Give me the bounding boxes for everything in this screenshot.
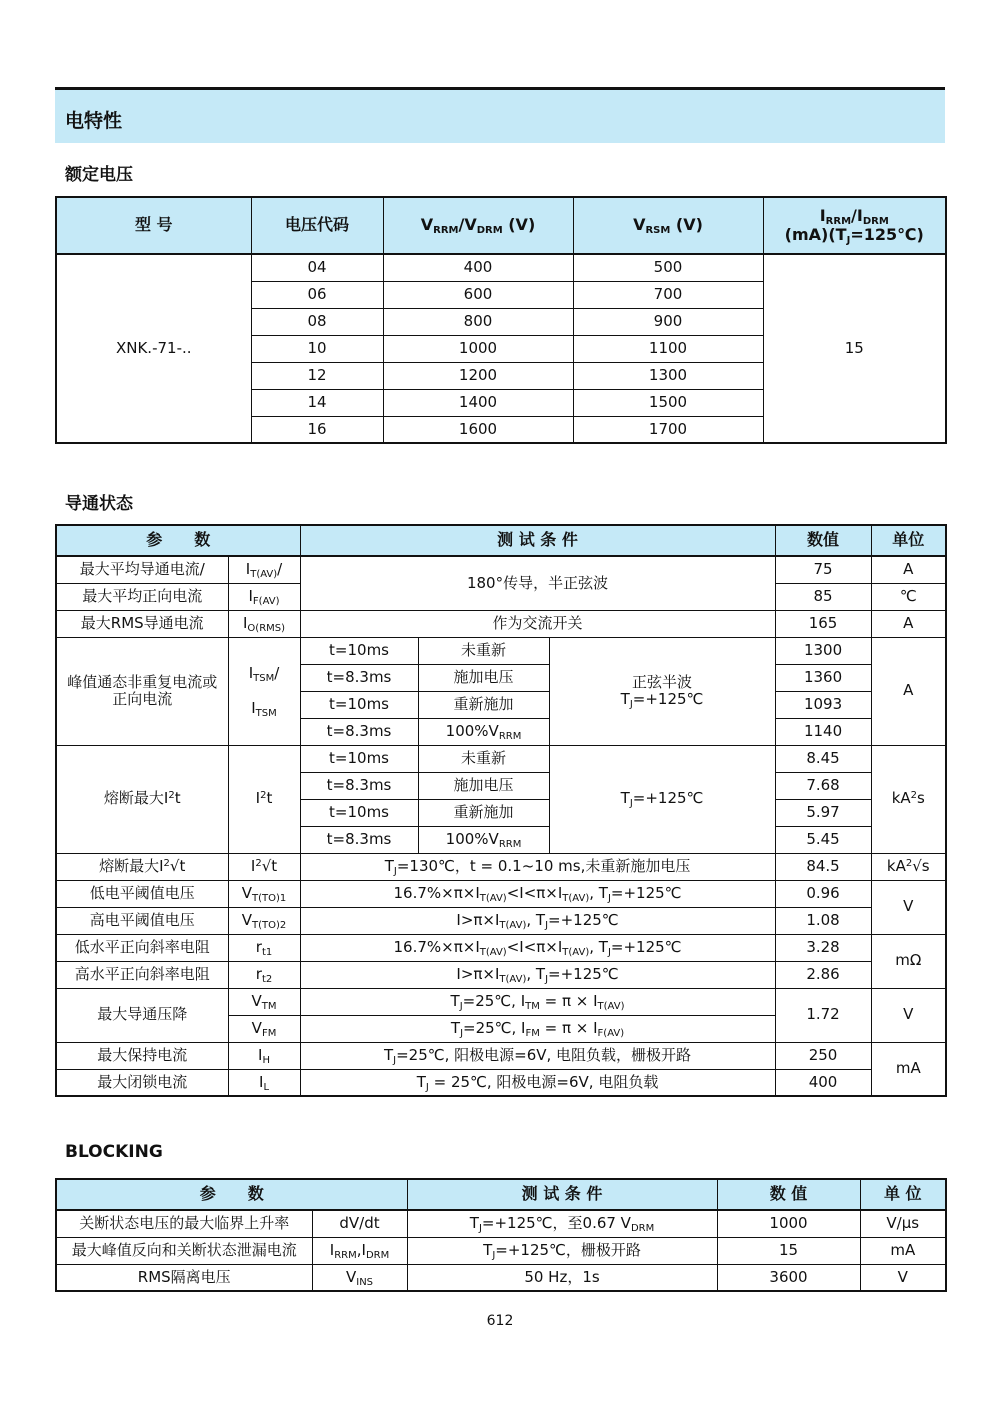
param-symbol: $V_{T(TO)2}$ <box>228 907 300 934</box>
param-name: 低水平正向斜率电阻 <box>56 934 228 961</box>
param-symbol: $r_{t2}$ <box>228 961 300 988</box>
condition: $T_J=25℃$, $I_{FM} = \pi \times I_{F(AV)}$ <box>300 1015 775 1042</box>
param-symbol: $V_{TM}$ <box>228 988 300 1015</box>
col-condition: 测 试 条 件 <box>300 525 775 556</box>
param-symbol: $I^2t$ <box>228 745 300 853</box>
param-name: 最大RMS导通电流 <box>56 610 228 637</box>
voltage-cond: 施加电压 <box>418 772 549 799</box>
value: 3600 <box>717 1264 860 1291</box>
unit: A <box>871 637 946 745</box>
condition: 作为交流开关 <box>300 610 775 637</box>
conduction-table <box>55 524 947 1097</box>
table-cell: 1600 <box>383 416 573 443</box>
param-name: 关断状态电压的最大临界上升率 <box>56 1210 312 1237</box>
value: 1.72 <box>775 988 871 1042</box>
unit: $kA^2√s$ <box>871 853 946 880</box>
value: 1093 <box>775 691 871 718</box>
param-name: 最大平均导通电流/ <box>56 556 228 583</box>
leak-current: 15 <box>763 254 946 443</box>
table-cell: 1700 <box>573 416 763 443</box>
param-symbol: $I_H$ <box>228 1042 300 1069</box>
col-param: 参 数 <box>56 525 300 556</box>
unit: A <box>871 556 946 583</box>
table-cell: 06 <box>251 281 383 308</box>
param-symbol: $I^2√t$ <box>228 853 300 880</box>
page-number: 612 <box>486 1313 514 1329</box>
value: 84.5 <box>775 853 871 880</box>
unit: V <box>871 880 946 934</box>
table-cell: 500 <box>573 254 763 281</box>
condition: $T_J=25℃$, $I_{TM} = \pi \times I_{T(AV)}$ <box>300 988 775 1015</box>
value: 165 <box>775 610 871 637</box>
time-cond: t=8.3ms <box>300 772 418 799</box>
voltage-cond: 未重新 <box>418 745 549 772</box>
unit: mA <box>860 1237 946 1264</box>
table-cell: 04 <box>251 254 383 281</box>
param-name: 低电平阈值电压 <box>56 880 228 907</box>
time-cond: t=10ms <box>300 799 418 826</box>
condition: $T_J=+125℃$ <box>549 745 775 853</box>
unit: A <box>871 610 946 637</box>
table-cell: 08 <box>251 308 383 335</box>
table-cell: 1300 <box>573 362 763 389</box>
table-cell: 1500 <box>573 389 763 416</box>
value: 5.45 <box>775 826 871 853</box>
param-symbol: $V_{T(TO)1}$ <box>228 880 300 907</box>
table-cell: 600 <box>383 281 573 308</box>
time-cond: t=10ms <box>300 691 418 718</box>
param-name: 最大峰值反向和关断状态泄漏电流 <box>56 1237 312 1264</box>
value: 0.96 <box>775 880 871 907</box>
col-irrm: $I_{RRM}/I_{DRM}$ $(mA)(T_J=125℃)$ <box>763 197 946 254</box>
col-condition: 测 试 条 件 <box>407 1179 717 1210</box>
param-symbol: $I_{F(AV)}$ <box>228 583 300 610</box>
col-param: 参 数 <box>56 1179 407 1210</box>
condition: $T_J=+125℃$，至0.67 $V_{DRM}$ <box>407 1210 717 1237</box>
unit: V <box>871 988 946 1042</box>
table-cell: 900 <box>573 308 763 335</box>
table-cell: 400 <box>383 254 573 281</box>
col-voltage-code: 电压代码 <box>251 197 383 254</box>
value: 250 <box>775 1042 871 1069</box>
col-unit: 单 位 <box>860 1179 946 1210</box>
value: 3.28 <box>775 934 871 961</box>
value: 1.08 <box>775 907 871 934</box>
unit: ℃ <box>871 583 946 610</box>
table-cell: 14 <box>251 389 383 416</box>
param-name: RMS隔离电压 <box>56 1264 312 1291</box>
condition: $T_J=+125℃$，栅极开路 <box>407 1237 717 1264</box>
param-name: 熔断最大$I^2√t$ <box>56 853 228 880</box>
rated-voltage-title: 额定电压 <box>65 165 133 185</box>
col-value: 数值 <box>775 525 871 556</box>
time-cond: t=8.3ms <box>300 826 418 853</box>
table-cell: 700 <box>573 281 763 308</box>
param-symbol: $r_{t1}$ <box>228 934 300 961</box>
condition: 正弦半波 $T_J=+125℃$ <box>549 637 775 745</box>
param-name: 最大导通压降 <box>56 988 228 1042</box>
value: 7.68 <box>775 772 871 799</box>
section-title: 电特性 <box>65 110 123 132</box>
condition: $T_J=25℃$, 阳极电源=6V, 电阻负载，栅极开路 <box>300 1042 775 1069</box>
condition: $I>\pi\times I_{T(AV)}$, $T_J=+125℃$ <box>300 961 775 988</box>
param-symbol: $I_{T(AV)}/$ <box>228 556 300 583</box>
unit: V/μs <box>860 1210 946 1237</box>
condition: 180°传导，半正弦波 <box>300 556 775 610</box>
param-name: 高电平阈值电压 <box>56 907 228 934</box>
value: 8.45 <box>775 745 871 772</box>
param-symbol: $V_{FM}$ <box>228 1015 300 1042</box>
value: 1140 <box>775 718 871 745</box>
voltage-cond: 施加电压 <box>418 664 549 691</box>
param-name: 熔断最大$I^2t$ <box>56 745 228 853</box>
col-model: 型 号 <box>56 197 251 254</box>
voltage-cond: 未重新 <box>418 637 549 664</box>
time-cond: t=8.3ms <box>300 718 418 745</box>
condition: $16.7\%\times\pi\times I_{T(AV)}<I<\pi\times I_{T(AV)}$, $T_J=+125℃$ <box>300 880 775 907</box>
col-unit: 单位 <box>871 525 946 556</box>
param-symbol: $I_{RRM},I_{DRM}$ <box>312 1237 407 1264</box>
col-vrsm: $V_{RSM}$ (V) <box>573 197 763 254</box>
conduction-title: 导通状态 <box>65 494 133 514</box>
table-cell: 12 <box>251 362 383 389</box>
time-cond: t=10ms <box>300 637 418 664</box>
unit: mA <box>871 1042 946 1096</box>
condition: $16.7\%\times\pi\times I_{T(AV)}<I<\pi\times I_{T(AV)}$, $T_J=+125℃$ <box>300 934 775 961</box>
time-cond: t=10ms <box>300 745 418 772</box>
param-symbol: $I_L$ <box>228 1069 300 1096</box>
condition: $T_J=130℃$，t = 0.1~10 ms,未重新施加电压 <box>300 853 775 880</box>
param-symbol: $V_{INS}$ <box>312 1264 407 1291</box>
param-name: 最大保持电流 <box>56 1042 228 1069</box>
blocking-table <box>55 1178 947 1292</box>
unit: $kA^2s$ <box>871 745 946 853</box>
voltage-cond: 重新施加 <box>418 691 549 718</box>
value: 15 <box>717 1237 860 1264</box>
condition: $T_J$ = 25℃, 阳极电源=6V, 电阻负载 <box>300 1069 775 1096</box>
model-name: XNK.-71-.. <box>56 254 251 443</box>
col-value: 数 值 <box>717 1179 860 1210</box>
param-symbol: dV/dt <box>312 1210 407 1237</box>
table-cell: 16 <box>251 416 383 443</box>
rated-voltage-table <box>55 196 947 444</box>
value: 1360 <box>775 664 871 691</box>
table-cell: 1400 <box>383 389 573 416</box>
param-symbol: $I_{O(RMS)}$ <box>228 610 300 637</box>
table-cell: 10 <box>251 335 383 362</box>
unit: mΩ <box>871 934 946 988</box>
table-cell: 800 <box>383 308 573 335</box>
blocking-title: BLOCKING <box>65 1142 163 1162</box>
param-name: 最大平均正向电流 <box>56 583 228 610</box>
table-cell: 1000 <box>383 335 573 362</box>
param-name: 峰值通态非重复电流或 正向电流 <box>56 637 228 745</box>
value: 1300 <box>775 637 871 664</box>
param-name: 高水平正向斜率电阻 <box>56 961 228 988</box>
value: 1000 <box>717 1210 860 1237</box>
voltage-cond: $100\%V_{RRM}$ <box>418 718 549 745</box>
unit: V <box>860 1264 946 1291</box>
voltage-cond: 重新施加 <box>418 799 549 826</box>
voltage-cond: $100\%V_{RRM}$ <box>418 826 549 853</box>
value: 400 <box>775 1069 871 1096</box>
value: 5.97 <box>775 799 871 826</box>
param-name: 最大闭锁电流 <box>56 1069 228 1096</box>
param-symbol: $I_{TSM}/$ $I_{TSM}$ <box>228 637 300 745</box>
col-vrrm: $V_{RRM}/V_{DRM}$ (V) <box>383 197 573 254</box>
section-header <box>55 87 945 143</box>
time-cond: t=8.3ms <box>300 664 418 691</box>
value: 2.86 <box>775 961 871 988</box>
table-cell: 1200 <box>383 362 573 389</box>
condition: $I>\pi\times I_{T(AV)}$, $T_J=+125℃$ <box>300 907 775 934</box>
value: 85 <box>775 583 871 610</box>
table-cell: 1100 <box>573 335 763 362</box>
value: 75 <box>775 556 871 583</box>
condition: 50 Hz，1s <box>407 1264 717 1291</box>
